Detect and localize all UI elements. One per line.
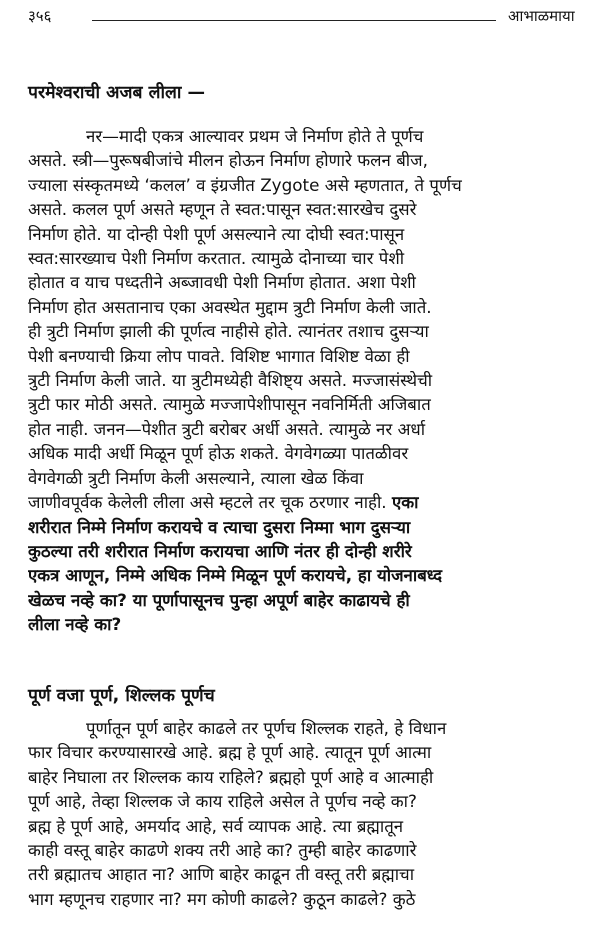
bold-text-line: शरीरात निम्मे निर्माण करायचे व त्याचा दुसरा निम्मा भाग दुसऱ्या [28, 516, 411, 537]
text-line: त्रुटी निर्माण केली जाते. या त्रुटीमध्येही वैशिष्ट्य असते. मज्जासंस्थेची [28, 370, 433, 391]
text-line: होत नाही. जनन—पेशीत त्रुटी बरोबर अर्धी असते. त्यामुळे नर अर्धा [28, 418, 426, 439]
page-number: ३५६ [28, 7, 52, 25]
text-line: नर—मादी एकत्र आल्यावर प्रथम जे निर्माण होते ते पूर्णच [86, 126, 424, 146]
text-segment: जाणीवपूर्वक केलेली लीला असे म्हटले तर चूक ठरणार नाही. [28, 492, 387, 513]
bold-text-line: एकत्र आणून, निम्मे अधिक निम्मे मिळून पूर्ण करायचे, हा योजनाबध्द [28, 565, 443, 586]
page-header [28, 4, 588, 30]
bold-text-segment: एका [391, 492, 419, 513]
text-line [28, 490, 588, 514]
text-line: पेशी बनण्याची क्रिया लोप पावते. विशिष्ट भागात विशिष्ट वेळा ही [28, 345, 410, 366]
text-line: तरी ब्रह्मातच आहात ना? आणि बाहेर काढून ती वस्तू तरी ब्रह्माचा [28, 864, 415, 885]
bold-text-line: कुठल्या तरी शरीरात निर्माण करायचा आणि नंतर ही दोन्ही शरीरे [28, 540, 412, 561]
bold-text-line: लीला नव्हे का? [28, 614, 122, 635]
text-line: ब्रह्म हे पूर्ण आहे, अमर्याद आहे, सर्व व्यापक आहे. त्या ब्रह्मातून [28, 815, 404, 836]
text-line: पूर्णातून पूर्ण बाहेर काढले तर पूर्णच शिल्लक राहते, हे विधान [86, 718, 447, 738]
text-line: निर्माण होते. या दोन्ही पेशी पूर्ण असल्याने त्या दोघी स्वत:पासून [28, 223, 405, 244]
text-line: निर्माण होत असतानाच एका अवस्थेत मुद्दाम त्रुटी निर्माण केली जाते. [28, 296, 432, 317]
text-line: होतात व याच पध्दतीने अब्जावधी पेशी निर्माण होतात. अशा पेशी [28, 272, 416, 293]
text-line: त्रुटी फार मोठी असते. त्यामुळे मज्जापेशीपासून नवनिर्मिती अजिबात [28, 394, 431, 415]
text-line: अधिक मादी अर्धी मिळून पूर्ण होऊ शकते. वेगवेगळ्या पातळीवर [28, 443, 409, 464]
paragraph-2 [28, 716, 588, 911]
text-line: वेगवेगळी त्रुटी निर्माण केली असल्याने, त्याला खेळ किंवा [28, 467, 364, 488]
text-line: असते. कलल पूर्ण असते म्हणून ते स्वत:पासून स्वत:सारखेच दुसरे [28, 199, 417, 220]
text-line: बाहेर निघाला तर शिल्लक काय राहिले? ब्रह्महो पूर्ण आहे व आत्माही [28, 766, 434, 787]
text-line: भाग म्हणूनच राहणार ना? मग कोणी काढले? कुठून काढले? कुठे [28, 888, 416, 909]
text-line: पूर्ण आहे, तेव्हा शिल्लक जे काय राहिले असेल ते पूर्णच नव्हे का? [28, 791, 417, 812]
paragraph-1 [28, 124, 588, 637]
text-line: असते. स्त्री—पुरूषबीजांचे मीलन होऊन निर्माण होणारे फलन बीज, [28, 150, 428, 171]
text-line: फार विचार करण्यासारखे आहे. ब्रह्म हे पूर्ण आहे. त्यातून पूर्ण आत्मा [28, 742, 432, 763]
text-line: काही वस्तू बाहेर काढणे शक्य तरी आहे का? तुम्ही बाहेर काढणारे [28, 840, 417, 861]
text-line: ज्याला संस्कृतमध्ये ‘कलल’ व इंग्रजीत Zygote असे म्हणतात, ते पूर्णच [28, 174, 462, 195]
bold-text-line: खेळच नव्हे का? या पूर्णापासूनच पुन्हा अपूर्ण बाहेर काढायचे ही [28, 589, 410, 610]
book-title: आभाळमाया [508, 7, 575, 25]
section-heading-1: परमेश्वराची अजब लीला — [28, 83, 205, 103]
header-rule [92, 20, 496, 21]
text-line: स्वत:सारख्याच पेशी निर्माण करतात. त्यामुळे दोनाच्या चार पेशी [28, 248, 405, 269]
section-heading-2: पूर्ण वजा पूर्ण, शिल्लक पूर्णच [28, 686, 215, 706]
text-line: ही त्रुटी निर्माण झाली की पूर्णत्व नाहीसे होते. त्यानंतर तशाच दुसऱ्या [28, 321, 429, 342]
